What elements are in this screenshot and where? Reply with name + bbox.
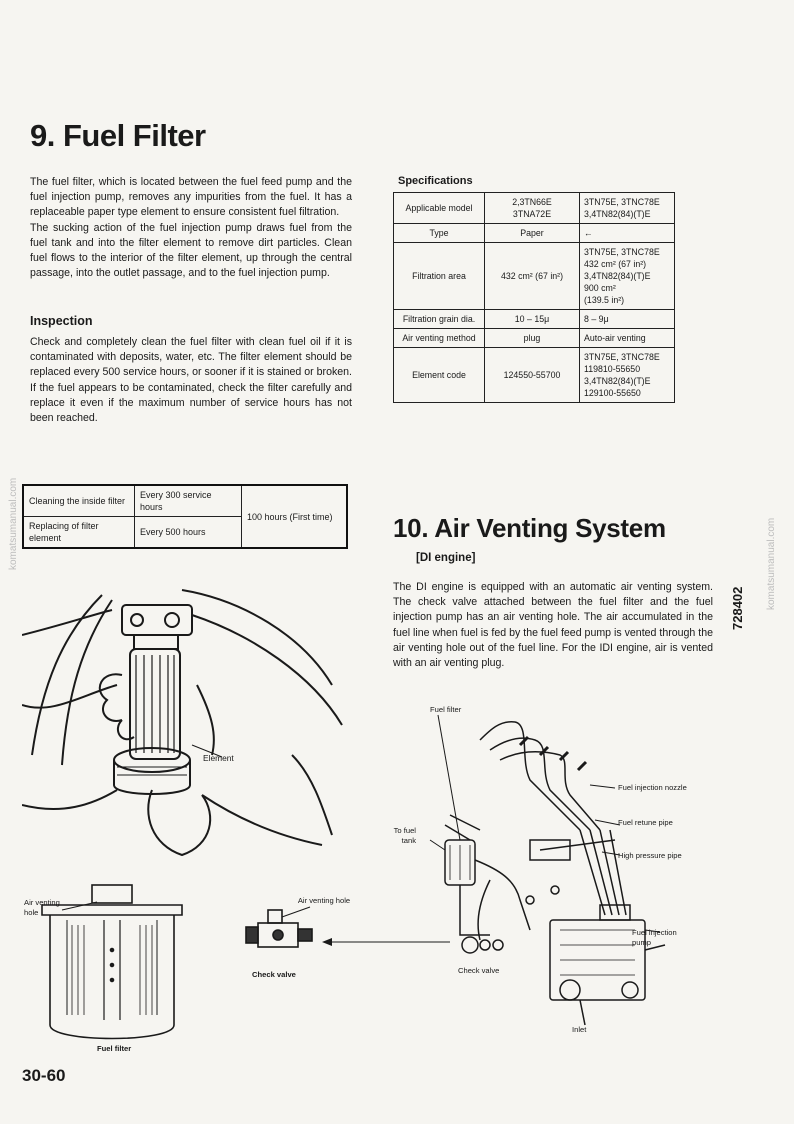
schedule-row1-interval: Every 300 service hours [135,485,242,517]
intro-paragraph-1: The fuel filter, which is located between the fuel feed pump and the fuel injection pump, removes any impurities from the fuel. It has a replaceable paper type element to ensure consistent fuel filtration. [30,176,352,219]
service-schedule-table [22,484,348,549]
section-10-subtitle: [DI engine] [416,552,476,564]
spec-value-line: 3,4TN82(84)(T)E [584,376,651,386]
spec-label-cell: Applicable model [394,193,485,224]
table-row [394,310,675,329]
inspection-heading: Inspection [30,314,93,328]
check-valve-drawing [240,905,340,960]
schedule-row2-interval: Every 500 hours [135,517,242,549]
spec-value-cell [580,348,675,403]
spec-label-cell: Filtration area [394,243,485,310]
table-row [394,193,675,224]
table-row [394,348,675,403]
element-label: Element [203,753,234,763]
spec-value-line: 10 – 15μ [514,314,550,324]
table-row [23,485,347,517]
diagram-label-inlet: Inlet [572,1025,587,1034]
air-venting-hole-label-left: Air venting hole [24,898,60,917]
spec-value-cell [485,348,580,403]
table-row [394,243,675,310]
filter-replacement-illustration [22,575,352,875]
spec-value-line: 2,3TN66E [512,197,552,207]
spec-value-line: 119810-55650 [584,364,641,374]
specifications-table [393,192,675,403]
diagram-label-injection-nozzle: Fuel injection nozzle [618,783,687,792]
spec-value-line: plug [523,333,541,343]
check-valve-caption: Check valve [252,970,296,979]
diagram-label-return-pipe: Fuel retune pipe [618,818,673,827]
spec-value-cell [580,329,675,348]
spec-value-cell [485,243,580,310]
schedule-row2-label: Replacing of filter element [23,517,135,549]
spec-value-cell [485,193,580,224]
diagram-label-injection-pump: Fuel injection pump [632,928,677,947]
page-number: 30-60 [22,1066,66,1085]
spec-value-line: 3,4TN82(84)(T)E [584,209,651,219]
diagram-label-fuel-filter: Fuel filter [430,705,462,714]
spec-value-line: 3TNA72E [512,209,552,219]
spec-value-line: 8 – 9μ [584,314,609,324]
intro-paragraph-2: The sucking action of the fuel injection pump draws fuel from the fuel tank and into the filter element to remove dirt particles. Clean fuel flows to the interior of the filter element, up through the central passage, into the outlet passage, and to the fuel injection pump. [30,221,352,280]
spec-value-cell [485,310,580,329]
air-venting-system-diagram [420,700,720,1040]
spec-value-line: ← [584,228,593,238]
table-row [394,329,675,348]
air-venting-hole-label-mid: Air venting hole [297,896,351,905]
section-9-title: 9. Fuel Filter [30,118,206,153]
schedule-first-time: 100 hours (First time) [242,485,348,548]
watermark-left: komatsumanual.com [8,477,19,570]
spec-value-cell [580,243,675,310]
spec-value-cell [580,310,675,329]
spec-label-cell: Element code [394,348,485,403]
spec-value-line: 3TN75E, 3TNC78E [584,197,660,207]
spec-value-cell [580,193,675,224]
section-10-title: 10. Air Venting System [393,513,666,543]
spec-value-line: Paper [520,228,544,238]
diagram-label-check-valve: Check valve [458,966,500,975]
spec-value-line: 3TN75E, 3TNC78E [584,247,660,257]
spec-value-line: 3,4TN82(84)(T)E [584,271,651,281]
spec-label-cell: Filtration grain dia. [394,310,485,329]
diagram-label-high-pressure-pipe: High pressure pipe [618,851,682,860]
spec-label-cell: Air venting method [394,329,485,348]
diagram-label-to-fuel-tank: To fuel tank [393,826,416,845]
spec-value-line: 124550-55700 [503,370,561,380]
fuel-filter-caption: Fuel filter [97,1044,132,1053]
spec-value-line: 432 cm² (67 in²) [584,259,647,269]
specifications-title: Specifications [398,175,473,187]
spec-value-line: 3TN75E, 3TNC78E [584,352,660,362]
spec-value-cell [485,224,580,243]
spec-value-line: Auto-air venting [584,333,646,343]
spec-value-cell [485,329,580,348]
section-10-text: The DI engine is equipped with an automatic air venting system. The check valve attached between the fuel filter and the fuel injection pump has an air venting hole. The air accumulated in the fuel line when fuel is fed by the fuel feed pump is vented through the air venting hole out of the fuel line. For the IDI engine, air is vented with an air venting plug. [393,581,713,670]
watermark-right: komatsumanual.com [766,517,777,610]
spec-value-line: 129100-55650 [584,388,641,398]
spec-label-cell: Type [394,224,485,243]
spec-value-line: (139.5 in²) [584,295,625,305]
spec-value-line: 432 cm² (67 in²) [500,271,564,281]
schedule-row1-label: Cleaning the inside filter [23,485,135,517]
side-document-code: 728402 [730,586,745,630]
fuel-filter-intro [30,175,352,281]
inspection-text: Check and completely clean the fuel filter with clean fuel oil if it is contaminated with deposits, water, etc. The filter element should be replaced every 500 service hours, or sooner if it is stained or broken. If the fuel appears to be contaminated, check the filter carefully and replace it even if the maximum number of service hours has not been reached. [30,336,352,425]
spec-value-cell [580,224,675,243]
spec-value-line: 900 cm² [584,283,616,293]
table-row [394,224,675,243]
